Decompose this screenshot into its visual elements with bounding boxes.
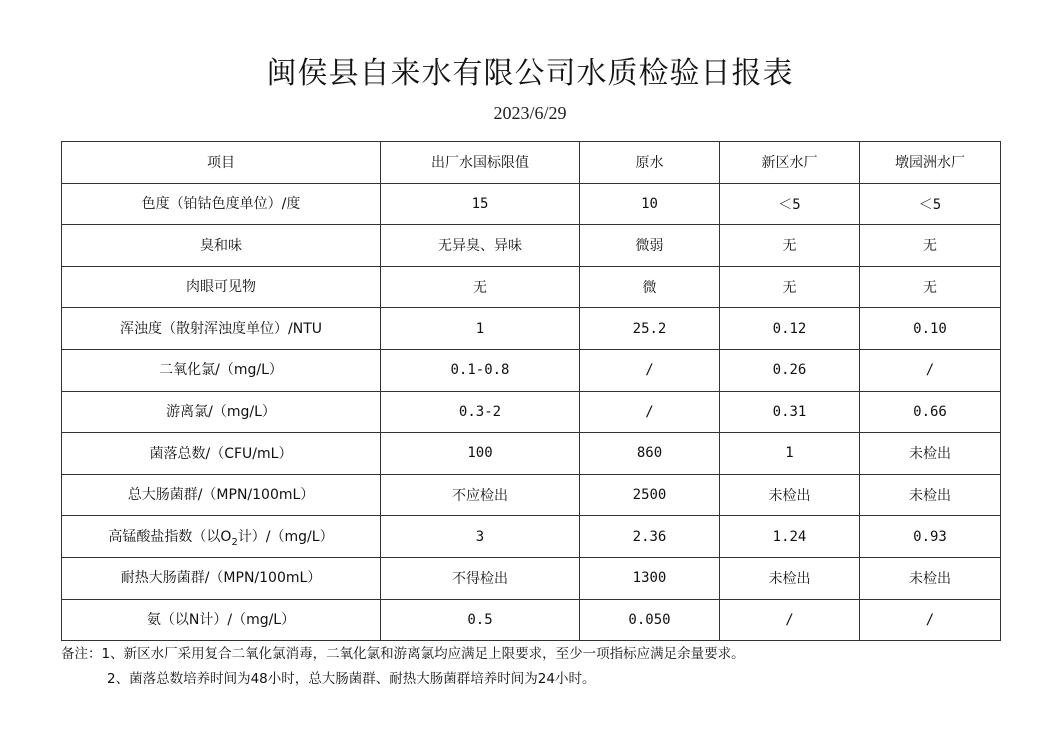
cell-item — [62, 599, 381, 641]
cell-raw-water: 0.050 — [580, 599, 720, 641]
cell-limit: 0.3-2 — [381, 391, 580, 433]
cell-raw-water: 微 — [580, 266, 720, 308]
item-label-subscript: 2 — [231, 536, 238, 548]
remark-line-2: 2、菌落总数培养时间为48小时，总大肠菌群、耐热大肠菌群培养时间为24小时。 — [107, 671, 596, 687]
item-label: 氨（以N计）/（mg/L） — [146, 611, 296, 628]
cell-item — [62, 308, 381, 350]
cell-dunyuanzhou-plant: / — [860, 599, 1001, 641]
table-row — [62, 349, 1001, 391]
item-label: 浑浊度（散射浑浊度单位）/NTU — [120, 320, 322, 337]
cell-xinqu-plant: 无 — [720, 225, 860, 267]
cell-item — [62, 349, 381, 391]
table-row — [62, 474, 1001, 516]
cell-dunyuanzhou-plant: 未检出 — [860, 474, 1001, 516]
cell-limit: 3 — [381, 516, 580, 558]
cell-limit: 1 — [381, 308, 580, 350]
cell-raw-water: 860 — [580, 433, 720, 475]
cell-item — [62, 183, 381, 225]
remark-line-1: 备注：1、新区水厂采用复合二氧化氯消毒，二氧化氯和游离氯均应满足上限要求，至少一项指标应满足余量要求。 — [61, 646, 745, 662]
cell-limit: 无 — [381, 266, 580, 308]
header-limit: 出厂水国标限值 — [381, 142, 580, 184]
item-label: 总大肠菌群/（MPN/100mL） — [127, 487, 315, 504]
report-date: 2023/6/29 — [493, 103, 567, 123]
cell-item — [62, 391, 381, 433]
item-label: 高锰酸盐指数（以O — [108, 528, 232, 545]
cell-xinqu-plant: 0.26 — [720, 349, 860, 391]
cell-dunyuanzhou-plant: 未检出 — [860, 557, 1001, 599]
report-title: 闽侯县自来水有限公司水质检验日报表 — [266, 56, 794, 91]
cell-raw-water: / — [580, 349, 720, 391]
cell-item — [62, 225, 381, 267]
cell-limit: 不得检出 — [381, 557, 580, 599]
cell-limit: 15 — [381, 183, 580, 225]
cell-dunyuanzhou-plant: 0.10 — [860, 308, 1001, 350]
cell-limit: 0.1-0.8 — [381, 349, 580, 391]
cell-xinqu-plant: 无 — [720, 266, 860, 308]
cell-limit: 无异臭、异味 — [381, 225, 580, 267]
cell-raw-water: 1300 — [580, 557, 720, 599]
cell-dunyuanzhou-plant: ＜5 — [860, 183, 1001, 225]
item-label: 菌落总数/（CFU/mL） — [149, 445, 293, 462]
cell-xinqu-plant: / — [720, 599, 860, 641]
cell-dunyuanzhou-plant: 无 — [860, 225, 1001, 267]
cell-dunyuanzhou-plant: 0.66 — [860, 391, 1001, 433]
cell-xinqu-plant: 1 — [720, 433, 860, 475]
item-label: 耐热大肠菌群/（MPN/100mL） — [120, 570, 322, 587]
header-item: 项目 — [62, 142, 381, 184]
cell-item — [62, 266, 381, 308]
cell-limit: 100 — [381, 433, 580, 475]
item-label: 游离氯/（mg/L） — [166, 403, 276, 420]
cell-raw-water: 微弱 — [580, 225, 720, 267]
item-label-tail: 计）/（mg/L） — [237, 528, 334, 545]
remarks — [61, 642, 1000, 692]
table-row — [62, 183, 1001, 225]
cell-item — [62, 474, 381, 516]
cell-xinqu-plant: 未检出 — [720, 474, 860, 516]
item-label: 肉眼可见物 — [186, 279, 256, 296]
cell-raw-water: 10 — [580, 183, 720, 225]
cell-dunyuanzhou-plant: 无 — [860, 266, 1001, 308]
cell-item — [62, 433, 381, 475]
cell-limit: 不应检出 — [381, 474, 580, 516]
water-quality-table — [61, 141, 1001, 641]
cell-raw-water: 2.36 — [580, 516, 720, 558]
cell-xinqu-plant: 未检出 — [720, 557, 860, 599]
cell-dunyuanzhou-plant: / — [860, 349, 1001, 391]
table-row — [62, 391, 1001, 433]
header-xinqu-plant: 新区水厂 — [720, 142, 860, 184]
cell-xinqu-plant: 0.12 — [720, 308, 860, 350]
cell-xinqu-plant: 1.24 — [720, 516, 860, 558]
item-label: 臭和味 — [200, 237, 242, 254]
table-header-row — [62, 142, 1001, 184]
table-row — [62, 557, 1001, 599]
table-row — [62, 516, 1001, 558]
table-row — [62, 225, 1001, 267]
header-raw-water: 原水 — [580, 142, 720, 184]
item-label: 二氧化氯/（mg/L） — [159, 362, 283, 379]
header-dunyuanzhou-plant: 墩园洲水厂 — [860, 142, 1001, 184]
cell-xinqu-plant: 0.31 — [720, 391, 860, 433]
table-row — [62, 308, 1001, 350]
item-label: 色度（铂钴色度单位）/度 — [141, 195, 301, 212]
cell-item — [62, 516, 381, 558]
cell-limit: 0.5 — [381, 599, 580, 641]
cell-xinqu-plant: ＜5 — [720, 183, 860, 225]
cell-dunyuanzhou-plant: 未检出 — [860, 433, 1001, 475]
cell-dunyuanzhou-plant: 0.93 — [860, 516, 1001, 558]
table-row — [62, 433, 1001, 475]
cell-item — [62, 557, 381, 599]
table-row — [62, 266, 1001, 308]
cell-raw-water: / — [580, 391, 720, 433]
cell-raw-water: 2500 — [580, 474, 720, 516]
cell-raw-water: 25.2 — [580, 308, 720, 350]
table-row — [62, 599, 1001, 641]
